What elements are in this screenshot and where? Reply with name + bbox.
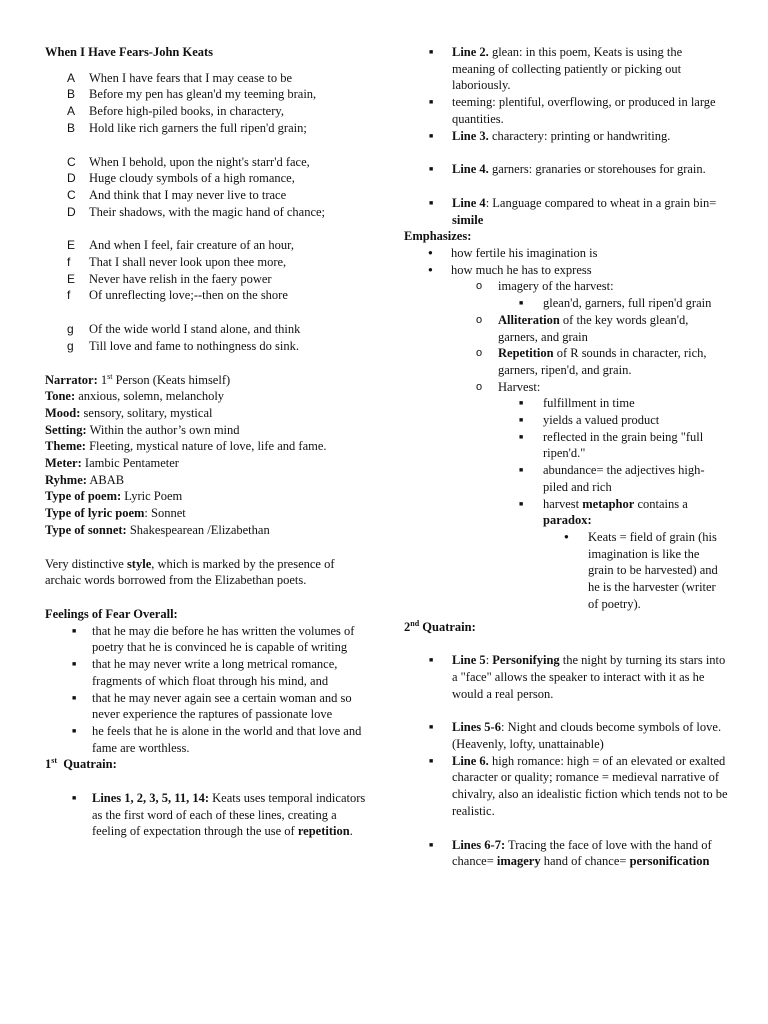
- rhyme-letter: D: [67, 171, 76, 186]
- poem-line-text: Before my pen has glean'd my teeming brain,: [89, 87, 317, 102]
- list-item: ■ Line 4. garners: granaries or storehouses for grain.: [406, 161, 728, 178]
- list-item: ■ glean'd, garners, full ripen'd grain: [498, 295, 728, 312]
- emphasizes-heading: Emphasizes:: [404, 229, 472, 244]
- list-item: ■ harvest metaphor contains a paradox: ● Keats = field of grain (his imagination is like the grain to be harvested) and he is the harvester (writer of poetry).: [498, 496, 728, 613]
- poem-line: [45, 187, 370, 204]
- quatrain-2-heading: 2nd Quatrain:: [404, 618, 476, 634]
- poem-stanza: [45, 70, 370, 137]
- list-item: o imagery of the harvest: ■ glean'd, garners, full ripen'd grain: [406, 278, 728, 311]
- quatrain-1-heading: 1st Quatrain:: [45, 756, 117, 772]
- poem-line: [45, 154, 370, 171]
- mood-line: Mood: sensory, solitary, mystical: [45, 405, 213, 420]
- poem-line: [45, 254, 370, 271]
- harvest-list: [498, 395, 728, 612]
- list-item: ■ Line 3. charactery: printing or handwriting.: [406, 128, 728, 145]
- line-4b-list: [406, 195, 728, 228]
- rhyme-letter: A: [67, 70, 76, 85]
- poem-line: [45, 204, 370, 221]
- list-item: ■ Line 4: Language compared to wheat in a grain bin= simile: [406, 195, 728, 228]
- rhyme-letter: f: [67, 255, 71, 270]
- poem-line: [45, 287, 370, 304]
- poem-line-text: When I behold, upon the night's starr'd face,: [89, 154, 310, 169]
- list-item: ■ that he may die before he has written the volumes of poetry that he is convinced he is capable of writing: [45, 623, 370, 656]
- sonnet-type-line: Type of sonnet: Shakespearean /Elizabethan: [45, 522, 270, 537]
- tone-line: Tone: anxious, solemn, melancholy: [45, 389, 225, 404]
- rhyme-letter: g: [67, 338, 74, 353]
- poem-line-text: Never have relish in the faery power: [89, 271, 272, 286]
- poem-line-text: And when I feel, fair creature of an hour,: [89, 238, 294, 253]
- poem-line: [45, 120, 370, 137]
- list-item: ● how much he has to express: [406, 262, 728, 279]
- line-notes-list: [406, 44, 728, 144]
- poem-line-text: Before high-piled books, in charactery,: [89, 104, 284, 119]
- right-column: [406, 44, 728, 870]
- fear-heading: Feelings of Fear Overall:: [45, 606, 178, 621]
- rhyme-letter: E: [67, 238, 76, 253]
- lines-6-7-list: [406, 837, 728, 870]
- rhyme-letter: C: [67, 187, 76, 202]
- rhyme-letter: D: [67, 204, 76, 219]
- line-5-list: [406, 652, 728, 702]
- list-item: ■ teeming: plentiful, overflowing, or produced in large quantities.: [406, 94, 728, 127]
- list-item: ■ yields a valued product: [498, 412, 728, 429]
- poem-line-text: Of the wide world I stand alone, and think: [89, 322, 301, 337]
- rhyme-letter: g: [67, 322, 74, 337]
- list-item: o Repetition of R sounds in character, rich, garners, ripen'd, and grain.: [406, 345, 728, 378]
- list-item: ■ Lines 6-7: Tracing the face of love with the hand of chance= imagery hand of chance= personification: [406, 837, 728, 870]
- poem-line-text: Till love and fame to nothingness do sink.: [89, 338, 299, 353]
- poem-stanza: [45, 237, 370, 304]
- poem-line-text: That I shall never look upon thee more,: [89, 255, 287, 270]
- document-title: When I Have Fears-John Keats: [45, 45, 214, 59]
- poem-line: [45, 321, 370, 338]
- setting-line: Setting: Within the author’s own mind: [45, 422, 240, 437]
- list-item: ■ Lines 1, 2, 3, 5, 11, 14: Keats uses temporal indicators as the first word of each of these lines, creating a feeling of expectation through the use of repetition.: [45, 790, 370, 840]
- poem-info: [45, 372, 370, 539]
- rhyme-letter: A: [67, 104, 76, 119]
- meter-line: Meter: Iambic Pentameter: [45, 456, 179, 471]
- lyric-type-line: Type of lyric poem: Sonnet: [45, 506, 186, 521]
- poem-line: [45, 271, 370, 288]
- list-item: ■ that he may never write a long metrical romance, fragments of which float through his mind, and: [45, 656, 370, 689]
- poem-line: [45, 338, 370, 355]
- poem-line-text: When I have fears that I may cease to be: [89, 70, 293, 85]
- emphasizes-list: [406, 245, 728, 278]
- list-item: ■ fulfillment in time: [498, 395, 728, 412]
- rhyme-letter: C: [67, 154, 76, 169]
- ryhme-line: Ryhme: ABAB: [45, 472, 125, 487]
- fear-list: [45, 623, 370, 757]
- poem-line: [45, 170, 370, 187]
- poem-stanza: [45, 154, 370, 221]
- lines-5-6-list: [406, 719, 728, 819]
- poem-line: [45, 237, 370, 254]
- poem-line-text: Huge cloudy symbols of a high romance,: [89, 171, 295, 186]
- list-item: ■ Line 2. glean: in this poem, Keats is using the meaning of collecting patiently or picking out laboriously.: [406, 44, 728, 94]
- poem: [45, 70, 370, 355]
- list-item: ● Keats = field of grain (his imagination is like the grain to be harvested) and he is the harvester (writer of poetry).: [543, 529, 728, 613]
- poem-line-text: Hold like rich garners the full ripen'd grain;: [89, 120, 307, 135]
- narrator-line: Narrator: 1st Person (Keats himself): [45, 371, 231, 387]
- poem-line: [45, 86, 370, 103]
- rhyme-letter: B: [67, 87, 76, 102]
- rhyme-letter: B: [67, 120, 76, 135]
- list-item: ■ Lines 5-6: Night and clouds become symbols of love. (Heavenly, lofty, unattainable): [406, 719, 728, 752]
- line-4-list: [406, 161, 728, 178]
- list-item: ■ reflected in the grain being "full ripen'd.": [498, 429, 728, 462]
- left-column: [45, 44, 370, 840]
- emphasis-sub-list: [406, 278, 728, 612]
- rhyme-letter: E: [67, 271, 76, 286]
- list-item: ■ abundance= the adjectives high-piled and rich: [498, 462, 728, 495]
- poem-line-text: Of unreflecting love;--then on the shore: [89, 288, 288, 303]
- rhyme-letter: f: [67, 288, 71, 303]
- list-item: o Harvest: ■ fulfillment in time ■ yields a valued product ■ reflected in the grain being "full ripen'd." ■ abundance= the adjectives high-piled and rich ■ harvest metaphor contains a paradox: ● Keats = field of grain (his imagination is like the grain to be harvested) and he is the harvester (writer of poetry).: [406, 379, 728, 613]
- list-item: ● how fertile his imagination is: [406, 245, 728, 262]
- poem-line: [45, 70, 370, 87]
- poem-type-line: Type of poem: Lyric Poem: [45, 489, 183, 504]
- list-item: ■ he feels that he is alone in the world and that love and fame are worthless.: [45, 723, 370, 756]
- style-paragraph: Very distinctive style, which is marked by the presence of archaic words borrowed from the Elizabethan poets.: [45, 556, 335, 588]
- quatrain-1-list: [45, 790, 370, 840]
- list-item: ■ that he may never again see a certain woman and so never experience the raptures of passionate love: [45, 690, 370, 723]
- list-item: ■ Line 5: Personifying the night by turning its stars into a "face" allows the speaker to interact with it as he would a real person.: [406, 652, 728, 702]
- poem-stanza: [45, 321, 370, 354]
- poem-line-text: Their shadows, with the magic hand of chance;: [89, 204, 326, 219]
- poem-line: [45, 103, 370, 120]
- theme-line: Theme: Fleeting, mystical nature of love, life and fame.: [45, 439, 327, 454]
- list-item: o Alliteration of the key words glean'd, garners, and grain: [406, 312, 728, 345]
- poem-line-text: And think that I may never live to trace: [89, 187, 287, 202]
- list-item: ■ Line 6. high romance: high = of an elevated or exalted character or quality; romance = medieval narrative of chivalry, also an idealistic fiction which tends not to be realistic.: [406, 753, 728, 820]
